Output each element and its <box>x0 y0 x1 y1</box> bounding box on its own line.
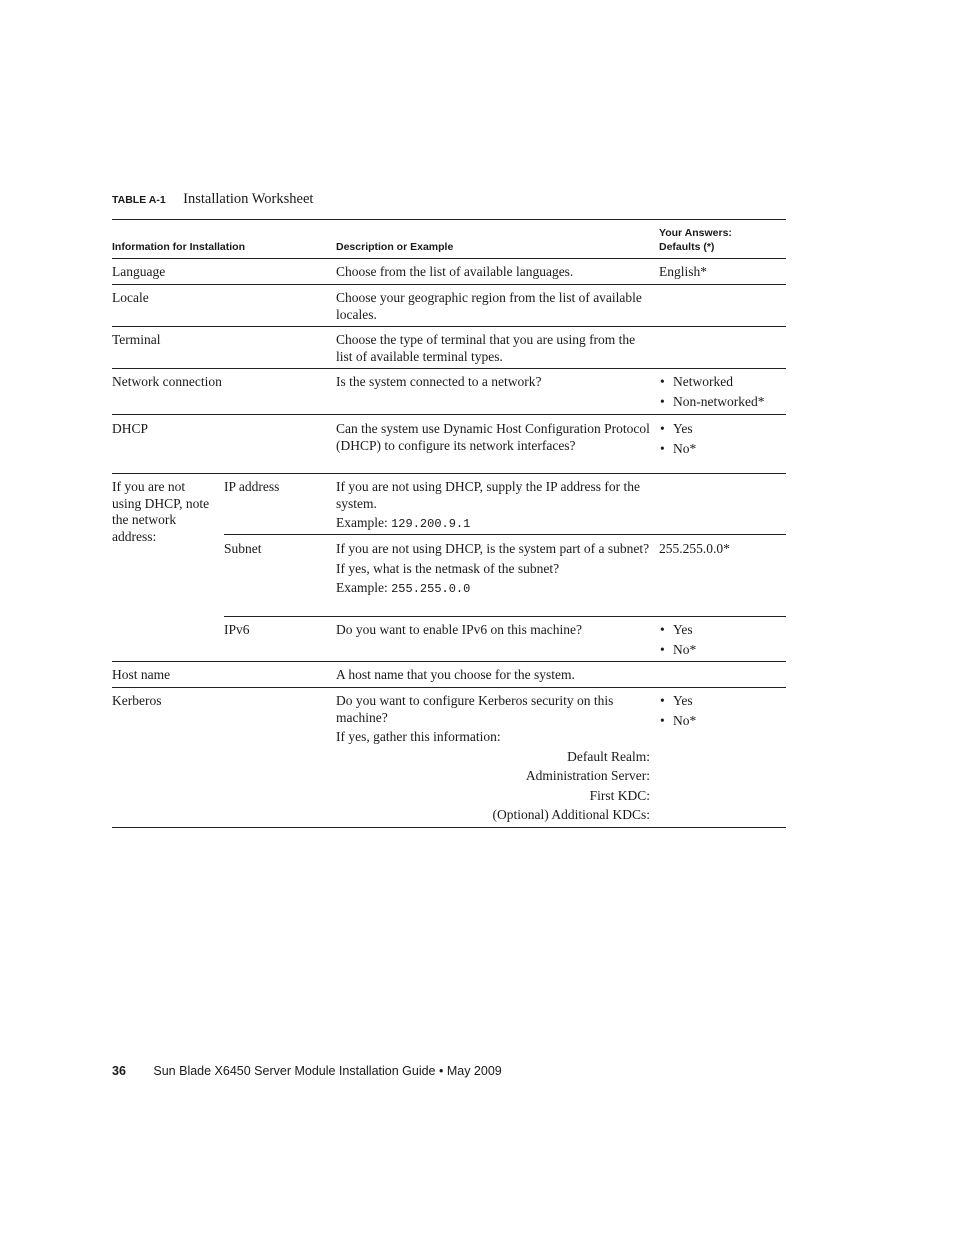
table-row <box>112 415 786 474</box>
row-description: Do you want to configure Kerberos security on this machine? If yes, gather this information: Default Realm: Administration Server: First KDC: (Optional) Additional KDCs: <box>336 693 650 822</box>
answer-list <box>659 693 786 732</box>
row-info: Host name <box>112 667 171 682</box>
row-description: If you are not using DHCP, supply the IP address for the system. Example: 129.200.9.1 <box>336 479 640 531</box>
row-description: Can the system use Dynamic Host Configuration Protocol (DHCP) to configure its network interfaces? <box>336 421 650 453</box>
kerberos-field: Administration Server: <box>525 768 650 783</box>
example-value: 129.200.9.1 <box>391 517 471 531</box>
list-item: • Yes <box>659 622 786 639</box>
kerberos-field: Default Realm: <box>567 748 650 764</box>
list-item: • Yes <box>659 421 786 438</box>
list-item: • Non-networked* <box>659 394 786 411</box>
table-row <box>112 259 786 285</box>
table-row <box>224 617 786 661</box>
header-answers: Your Answers: Defaults (*) <box>659 227 732 253</box>
list-item: • Yes <box>659 693 786 710</box>
row-info: Network connection <box>112 374 222 389</box>
row-description: Choose your geographic region from the list of available locales. <box>336 290 642 322</box>
table-label: TABLE A-1 <box>112 194 166 206</box>
row-description: Choose the type of terminal that you are using from the list of available terminal types. <box>336 332 636 364</box>
network-address-group <box>112 474 786 662</box>
footer-text: Sun Blade X6450 Server Module Installation Guide • May 2009 <box>153 1064 502 1078</box>
page-footer <box>112 1064 502 1078</box>
row-info: If you are not using DHCP, note the network address: <box>112 479 210 544</box>
answer-list <box>659 622 786 661</box>
list-item: • No* <box>659 713 786 730</box>
list-item: • No* <box>659 441 786 458</box>
table-row <box>112 369 786 415</box>
row-info: DHCP <box>112 421 149 436</box>
row-description: Do you want to enable IPv6 on this machine? <box>336 622 582 637</box>
row-info: Language <box>112 264 166 279</box>
table-row <box>224 535 786 617</box>
table-row <box>224 474 786 535</box>
answer-list <box>659 374 786 413</box>
table-caption <box>112 191 313 208</box>
row-info: Kerberos <box>112 693 162 708</box>
installation-worksheet-table <box>112 219 786 828</box>
header-description: Description or Example <box>336 241 454 253</box>
row-subinfo: IPv6 <box>224 622 250 637</box>
row-description: A host name that you choose for the system. <box>336 667 575 682</box>
row-info: Terminal <box>112 332 161 347</box>
row-answer: 255.255.0.0* <box>659 541 730 556</box>
table-title: Installation Worksheet <box>183 191 314 207</box>
row-answer: English* <box>659 264 708 279</box>
list-item: • Networked <box>659 374 786 391</box>
row-description: Choose from the list of available languages. <box>336 264 574 279</box>
table-row <box>112 285 786 327</box>
kerberos-field: (Optional) Additional KDCs: <box>492 807 650 822</box>
answer-list <box>659 421 786 460</box>
row-description: Is the system connected to a network? <box>336 374 542 389</box>
row-description: If you are not using DHCP, is the system part of a subnet? If yes, what is the netmask of the subnet? Example: 255.255.0.0 <box>336 541 650 596</box>
page-number: 36 <box>112 1064 126 1078</box>
row-subinfo: Subnet <box>224 541 262 556</box>
kerberos-field: First KDC: <box>589 787 650 803</box>
table-header <box>112 220 786 259</box>
table-row <box>112 662 786 688</box>
row-info: Locale <box>112 290 149 305</box>
row-subinfo: IP address <box>224 479 280 494</box>
example-value: 255.255.0.0 <box>391 582 471 596</box>
list-item: • No* <box>659 642 786 659</box>
header-info: Information for Installation <box>112 241 245 253</box>
table-row <box>112 688 786 827</box>
table-row <box>112 327 786 369</box>
